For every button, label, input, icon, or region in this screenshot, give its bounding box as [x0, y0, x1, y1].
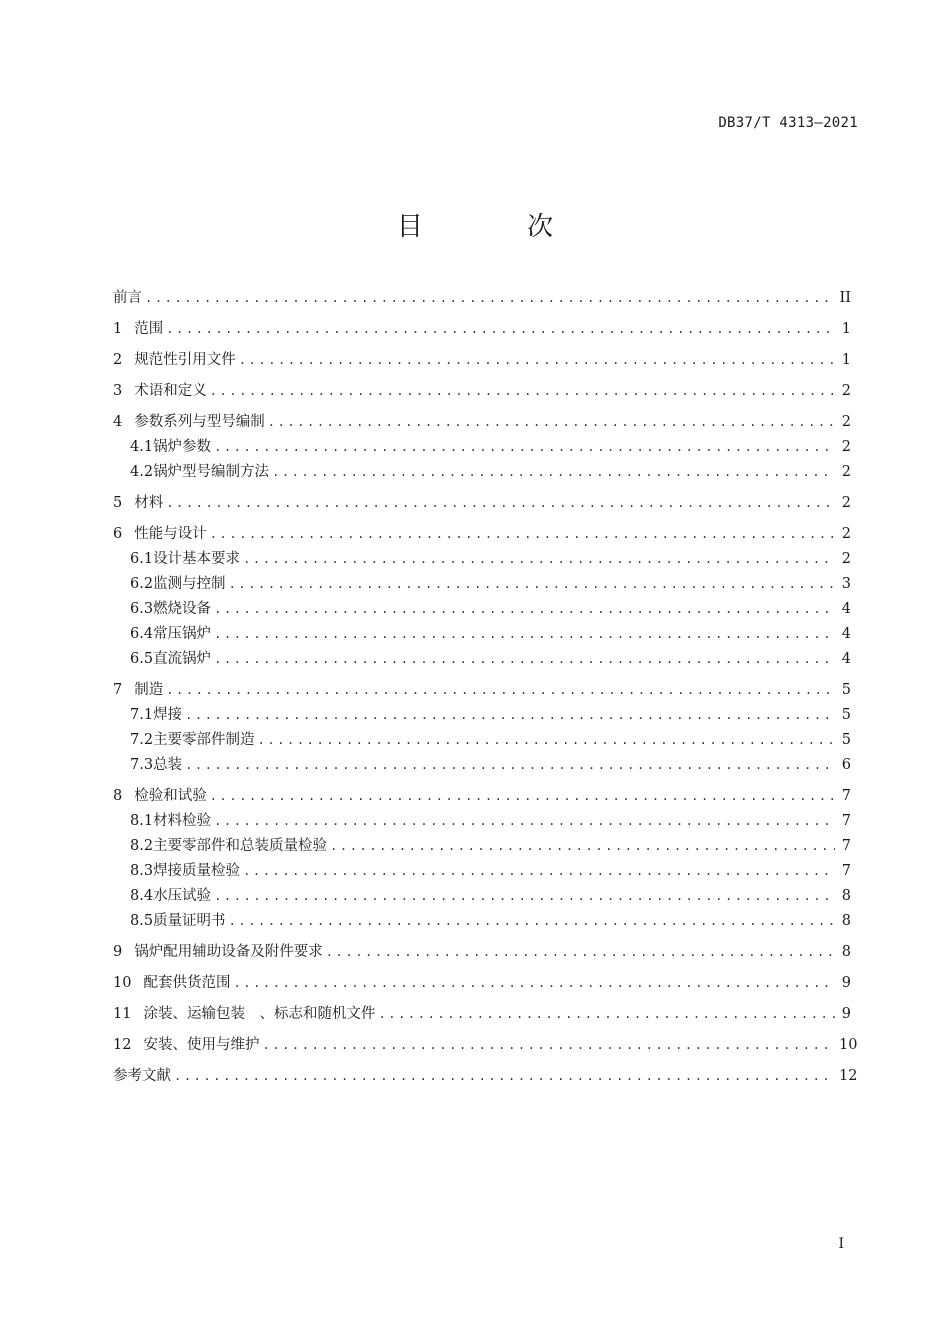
toc-entry[interactable] — [113, 594, 851, 619]
toc-entry-page: 2 — [841, 495, 851, 511]
toc-entry[interactable] — [113, 401, 851, 432]
toc-entry-label: 检验和试验 — [134, 788, 207, 804]
toc-leader-dots — [185, 707, 835, 725]
toc-entry-page: 2 — [841, 551, 851, 567]
toc-entry-number: 4 — [113, 414, 123, 430]
toc-entry-page: 5 — [841, 707, 851, 723]
toc-entry-page: 10 — [839, 1037, 858, 1053]
toc-entry[interactable] — [113, 432, 851, 457]
toc-entry-page: 2 — [841, 464, 851, 480]
toc-entry-page: 1 — [841, 321, 851, 337]
toc-entry-number: 12 — [113, 1037, 132, 1053]
toc-entry[interactable] — [113, 308, 851, 339]
toc-entry-label: 锅炉型号编制方法 — [153, 464, 270, 480]
toc-entry[interactable] — [113, 725, 851, 750]
toc-entry-page: 7 — [841, 838, 851, 854]
toc-entry[interactable] — [113, 370, 851, 401]
toc-entry[interactable] — [113, 962, 851, 993]
toc-entry-label: 质量证明书 — [153, 913, 226, 929]
toc-entry-number: 5 — [113, 495, 123, 511]
standard-number: DB37/T 4313—2021 — [718, 115, 858, 131]
toc-entry-label: 材料 — [134, 495, 164, 511]
toc-entry-number: 3 — [113, 383, 123, 399]
toc-entry[interactable] — [113, 482, 851, 513]
toc-entry-label: 总装 — [153, 757, 183, 773]
toc-entry-label: 术语和定义 — [134, 383, 207, 399]
toc-leader-dots — [262, 1037, 835, 1055]
toc-entry[interactable] — [113, 286, 851, 308]
toc-entry[interactable] — [113, 619, 851, 644]
toc-entry-label: 监测与控制 — [153, 576, 226, 592]
toc-entry-label: 锅炉参数 — [153, 439, 212, 455]
toc-entry-label: 范围 — [134, 321, 164, 337]
toc-leader-dots — [166, 495, 835, 513]
toc-entry[interactable] — [113, 457, 851, 482]
toc-entry-number: 8 — [113, 788, 123, 804]
toc-entry-number: 1 — [113, 321, 123, 337]
table-of-contents — [113, 286, 858, 1086]
toc-entry-label: 焊接质量检验 — [153, 863, 241, 879]
toc-entry-page: 9 — [841, 1006, 851, 1022]
toc-entry-page: 4 — [841, 626, 851, 642]
toc-entry-number: 7 — [113, 682, 123, 698]
toc-leader-dots — [174, 1068, 835, 1086]
toc-entry-number: 8.5 — [130, 913, 154, 929]
toc-leader-dots — [214, 888, 835, 906]
toc-entry-page: 7 — [841, 813, 851, 829]
toc-entry-label: 前言 — [113, 290, 142, 306]
toc-leader-dots — [258, 732, 835, 750]
toc-entry[interactable] — [113, 931, 851, 962]
toc-entry[interactable] — [113, 993, 851, 1024]
toc-entry-page: 7 — [841, 788, 851, 804]
toc-entry-number: 6.3 — [130, 601, 154, 617]
toc-entry-number: 8.1 — [130, 813, 154, 829]
toc-entry[interactable] — [113, 906, 851, 931]
toc-entry-page: 9 — [841, 975, 851, 991]
toc-entry-number: 6 — [113, 526, 123, 542]
toc-entry[interactable] — [113, 669, 851, 700]
toc-leader-dots — [243, 863, 835, 881]
toc-entry-label: 性能与设计 — [134, 526, 207, 542]
toc-entry[interactable] — [113, 569, 851, 594]
toc-leader-dots — [239, 352, 835, 370]
toc-entry[interactable] — [113, 1055, 858, 1086]
toc-entry-label: 水压试验 — [153, 888, 212, 904]
toc-entry-number: 8.2 — [130, 838, 154, 854]
toc-entry-page: 8 — [841, 913, 851, 929]
toc-leader-dots — [210, 383, 835, 401]
toc-entry-label: 配套供货范围 — [143, 975, 231, 991]
toc-entry-page: 8 — [841, 888, 851, 904]
toc-entry-label: 参数系列与型号编制 — [134, 414, 265, 430]
toc-entry-page: 2 — [841, 414, 851, 430]
toc-entry-number: 2 — [113, 352, 123, 368]
toc-entry-number: 9 — [113, 944, 123, 960]
toc-leader-dots — [145, 290, 835, 308]
toc-entry-number: 8.4 — [130, 888, 154, 904]
toc-entry-label: 参考文献 — [113, 1068, 171, 1084]
toc-entry-label: 焊接 — [153, 707, 183, 723]
toc-entry[interactable] — [113, 775, 851, 806]
toc-entry[interactable] — [113, 881, 851, 906]
toc-leader-dots — [272, 464, 835, 482]
toc-entry-page: 12 — [839, 1068, 858, 1084]
toc-entry-number: 11 — [113, 1006, 132, 1022]
toc-entry-page: 6 — [841, 757, 851, 773]
toc-entry-label: 材料检验 — [153, 813, 212, 829]
toc-entry[interactable] — [113, 1024, 858, 1055]
toc-entry[interactable] — [113, 339, 851, 370]
toc-entry[interactable] — [113, 700, 851, 725]
toc-entry-number: 6.5 — [130, 651, 154, 667]
toc-entry-label: 规范性引用文件 — [134, 352, 236, 368]
toc-leader-dots — [233, 975, 835, 993]
toc-leader-dots — [214, 439, 835, 457]
toc-entry-page: 2 — [841, 383, 851, 399]
toc-entry-number: 6.4 — [130, 626, 154, 642]
toc-entry[interactable] — [113, 831, 851, 856]
toc-entry-label: 涂装、运输包装 、标志和随机文件 — [143, 1006, 376, 1022]
toc-entry-number: 6.2 — [130, 576, 154, 592]
toc-entry-number: 8.3 — [130, 863, 154, 879]
toc-entry-number: 7.3 — [130, 757, 154, 773]
toc-leader-dots — [214, 813, 835, 831]
toc-leader-dots — [326, 944, 835, 962]
toc-entry-page: II — [839, 290, 851, 306]
toc-entry-page: 2 — [841, 439, 851, 455]
toc-leader-dots — [214, 626, 835, 644]
toc-entry-label: 主要零部件制造 — [153, 732, 255, 748]
toc-entry-label: 直流锅炉 — [153, 651, 212, 667]
page-number: I — [838, 1236, 844, 1252]
toc-leader-dots — [214, 651, 835, 669]
toc-leader-dots — [166, 321, 835, 339]
toc-leader-dots — [214, 601, 835, 619]
toc-entry-label: 主要零部件和总装质量检验 — [153, 838, 328, 854]
toc-entry[interactable] — [113, 806, 851, 831]
toc-leader-dots — [229, 576, 835, 594]
toc-entry-page: 5 — [841, 732, 851, 748]
toc-entry-number: 4.2 — [130, 464, 154, 480]
toc-entry-page: 2 — [841, 526, 851, 542]
toc-entry-label: 燃烧设备 — [153, 601, 212, 617]
toc-entry-page: 7 — [841, 863, 851, 879]
toc-entry[interactable] — [113, 750, 851, 775]
toc-entry-page: 5 — [841, 682, 851, 698]
toc-entry[interactable] — [113, 513, 851, 544]
toc-entry[interactable] — [113, 856, 851, 881]
toc-entry[interactable] — [113, 644, 851, 669]
toc-entry-label: 设计基本要求 — [153, 551, 241, 567]
toc-leader-dots — [378, 1006, 835, 1024]
toc-leader-dots — [166, 682, 835, 700]
toc-entry-label: 常压锅炉 — [153, 626, 212, 642]
toc-leader-dots — [210, 788, 835, 806]
toc-entry-page: 8 — [841, 944, 851, 960]
toc-entry-page: 4 — [841, 601, 851, 617]
toc-leader-dots — [243, 551, 835, 569]
toc-leader-dots — [330, 838, 835, 856]
toc-leader-dots — [229, 913, 835, 931]
toc-entry-number: 7.1 — [130, 707, 154, 723]
toc-entry-number: 10 — [113, 975, 132, 991]
toc-entry-label: 安装、使用与维护 — [143, 1037, 260, 1053]
toc-entry-page: 4 — [841, 651, 851, 667]
toc-leader-dots — [268, 414, 835, 432]
toc-entry-number: 6.1 — [130, 551, 154, 567]
toc-entry-page: 3 — [841, 576, 851, 592]
toc-entry-label: 制造 — [134, 682, 164, 698]
page-title: 目 次 — [396, 212, 602, 242]
toc-entry-number: 7.2 — [130, 732, 154, 748]
toc-leader-dots — [210, 526, 835, 544]
toc-leader-dots — [185, 757, 835, 775]
toc-entry[interactable] — [113, 544, 851, 569]
toc-entry-page: 1 — [841, 352, 851, 368]
toc-entry-number: 4.1 — [130, 439, 154, 455]
toc-entry-label: 锅炉配用辅助设备及附件要求 — [134, 944, 323, 960]
